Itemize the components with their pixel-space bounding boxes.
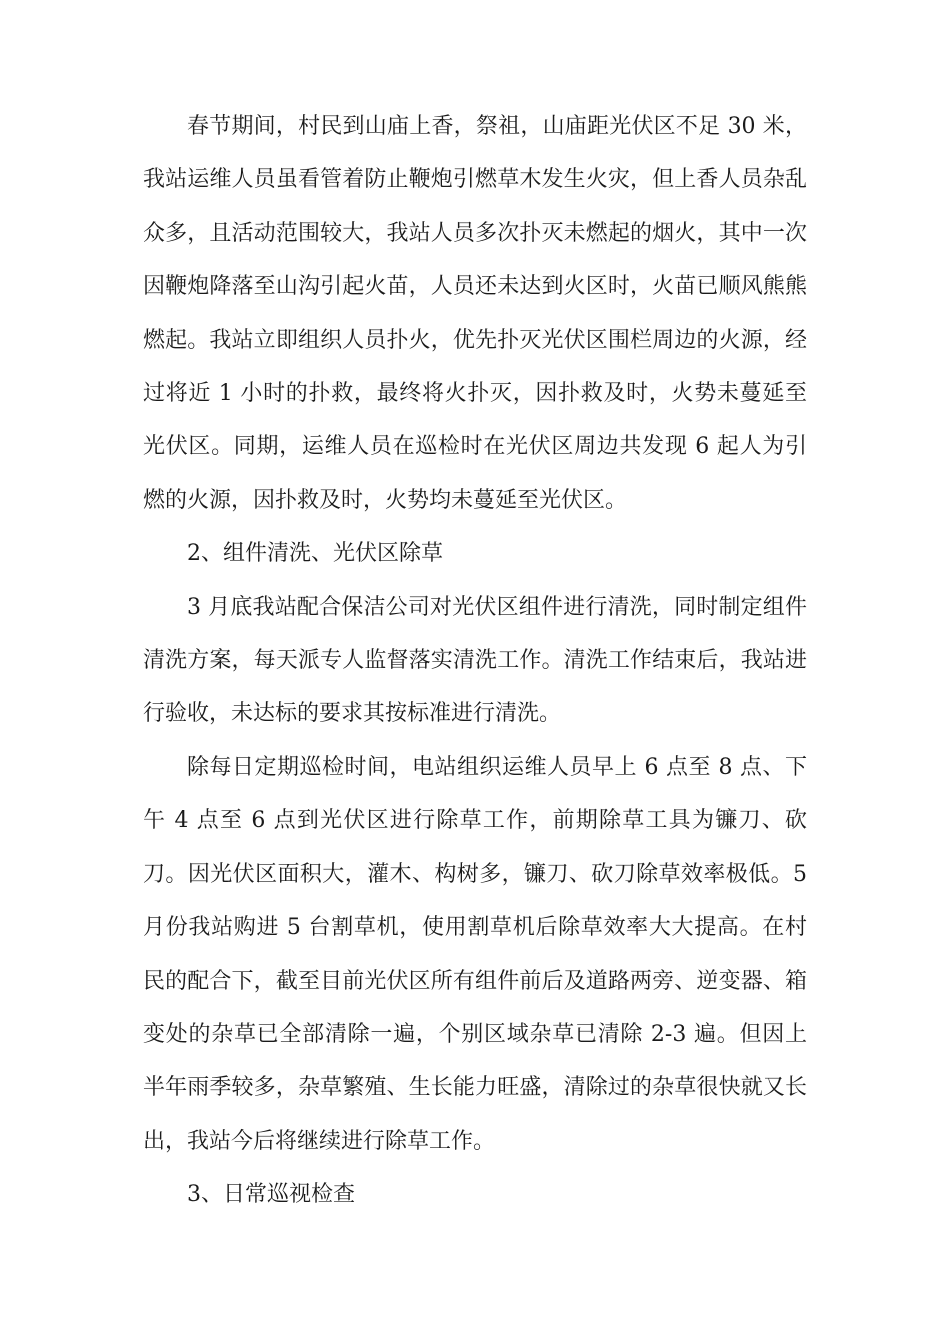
paragraph-module-cleaning: 3 月底我站配合保洁公司对光伏区组件进行清洗，同时制定组件清洗方案，每天派专人监督落实清洗工作。清洗工作结束后，我站进行验收，未达标的要求其按标准进行清洗。 <box>143 594 807 727</box>
document-body <box>143 100 807 1222</box>
paragraph-spring-festival-fire: 春节期间，村民到山庙上香，祭祖，山庙距光伏区不足 30 米，我站运维人员虽看管着防止鞭炮引燃草木发生火灾，但上香人员杂乱众多，且活动范围较大，我站人员多次扑灭未燃起的烟火，其中一次因鞭炮降落至山沟引起火苗，人员还未达到火区时，火苗已顺风熊熊燃起。我站立即组织人员扑火，优先扑灭光伏区围栏周边的火源，经过将近 1 小时的扑救，最终将火扑灭，因扑救及时，火势未蔓延至光伏区。同期，运维人员在巡检时在光伏区周边共发现 6 起人为引燃的火源，因扑救及时，火势均未蔓延至光伏区。 <box>143 114 807 513</box>
paragraph-weeding: 除每日定期巡检时间，电站组织运维人员早上 6 点至 8 点、下午 4 点至 6 点到光伏区进行除草工作，前期除草工具为镰刀、砍刀。因光伏区面积大，灌木、构树多，镰刀、砍刀除草效率极低。5 月份我站购进 5 台割草机，使用割草机后除草效率大大提高。在村民的配合下，截至目前光伏区所有组件前后及道路两旁、逆变器、箱变处的杂草已全部清除一遍，个别区域杂草已清除 2-3 遍。但因上半年雨季较多，杂草繁殖、生长能力旺盛，清除过的杂草很快就又长出，我站今后将继续进行除草工作。 <box>143 754 807 1154</box>
section-heading-daily-inspection: 3、日常巡视检查 <box>187 1182 355 1208</box>
section-heading-cleaning-weeding: 2、组件清洗、光伏区除草 <box>187 541 443 567</box>
